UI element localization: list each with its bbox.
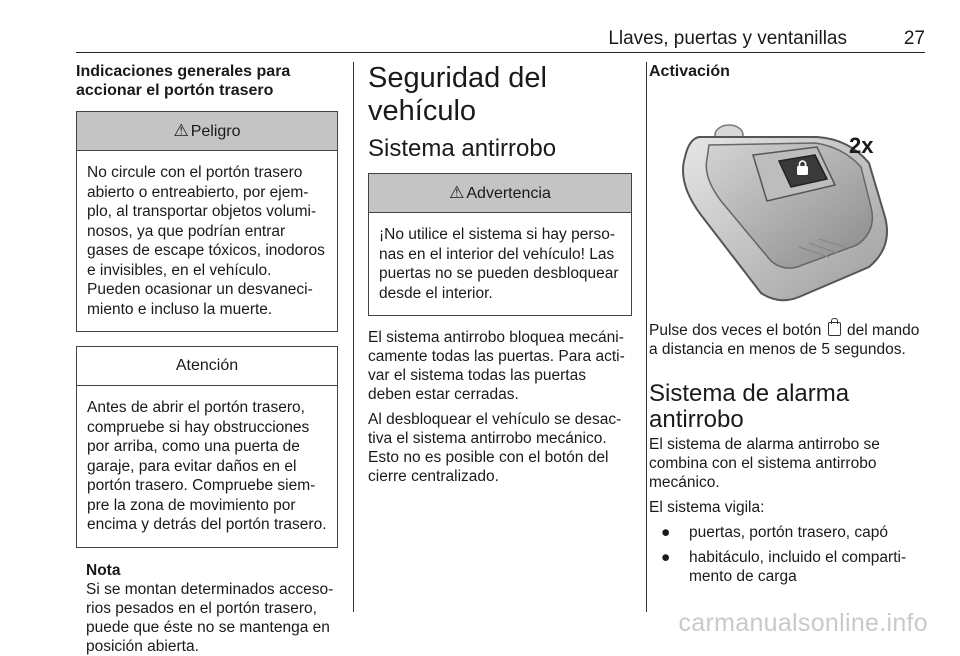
- paragraph-alarm-2: El sistema vigila:: [649, 499, 765, 516]
- heading-antitheft: Sistema antirrobo: [368, 135, 557, 162]
- lock-icon: [828, 322, 841, 336]
- list-item: [649, 523, 929, 542]
- warning-box-header: [369, 174, 631, 213]
- list-item: [649, 548, 929, 586]
- warning-triangle-icon: ⚠: [173, 121, 189, 140]
- instruction-text-start: Pulse dos veces el botón: [649, 322, 822, 339]
- subheading-activation: Activación: [649, 63, 730, 80]
- danger-box-body: No circule con el portón trasero abierto o entreabierto, por ejemplo, al transportar objetos voluminosos, ya que podrían entrar gases de escape tóxicos, inodoros e invisibles, en el vehículo. Pueden ocasionar un desvanecimiento e incluso la muerte.: [87, 164, 325, 318]
- warning-box: [368, 173, 632, 316]
- column-divider: [353, 62, 354, 612]
- caution-box-header: [77, 347, 337, 386]
- subheading-tailgate: Indicaciones generales para accionar el portón trasero: [76, 63, 291, 99]
- note-label: Nota: [86, 561, 121, 579]
- list-item-text: puertas, portón trasero, capó: [689, 524, 889, 541]
- press-twice-label: 2x: [849, 133, 874, 158]
- note-text: Si se montan determinados accesorios pesados en el portón trasero, puede que éste no se mantenga en posición abierta.: [86, 580, 334, 655]
- activation-instruction: [649, 321, 929, 359]
- paragraph-antitheft-2: Al desbloquear el vehículo se desactiva el sistema antirrobo mecánico. Esto no es posible con el botón del cierre centralizado.: [368, 411, 622, 485]
- key-fob-illustration: [649, 97, 927, 313]
- column-divider: [646, 62, 647, 612]
- section-title: Llaves, puertas y ventanillas: [608, 28, 847, 49]
- danger-box-title: Peligro: [190, 123, 241, 140]
- watermark: carmanualsonline.info: [678, 609, 928, 637]
- column-right: [649, 62, 929, 586]
- warning-box-body: ¡No utilice el sistema si hay personas en el interior del vehículo! Las puertas no se pueden desbloquear desde el interior.: [379, 226, 619, 302]
- paragraph-alarm-1: El sistema de alarma antirrobo se combina con el sistema antirrobo mecánico.: [649, 436, 880, 491]
- heading-alarm-system: Sistema de alarma antirrobo: [649, 380, 850, 433]
- caution-box: [76, 346, 338, 548]
- page-header: [76, 26, 925, 53]
- note-block: [76, 561, 338, 656]
- key-fob-icon: [649, 97, 927, 313]
- page-number: 27: [903, 28, 925, 49]
- warning-triangle-icon: ⚠: [449, 183, 465, 202]
- bullet-dot-icon: ●: [661, 524, 671, 541]
- list-item-text: habitáculo, incluido el compartimento de carga: [689, 549, 907, 585]
- caution-box-body: Antes de abrir el portón trasero, compruebe si hay obstrucciones por arriba, como una puerta de garaje, para evitar daños en el portón trasero. Compruebe siempre la zona de movimiento por encima y detrás del portón trasero.: [87, 399, 327, 533]
- warning-box-title: Advertencia: [466, 185, 551, 202]
- caution-box-title: Atención: [175, 357, 239, 374]
- bullet-dot-icon: ●: [661, 549, 671, 566]
- column-left: [76, 62, 338, 656]
- danger-box-header: [77, 112, 337, 151]
- danger-box: [76, 111, 338, 332]
- column-middle: [368, 62, 632, 486]
- instruction-text-end: del mando a distancia en menos de 5 segundos.: [649, 322, 920, 358]
- paragraph-antitheft-1: El sistema antirrobo bloquea mecánicamente todas las puertas. Para activar el sistema todas las puertas deben estar cerradas.: [368, 329, 625, 403]
- heading-vehicle-security: Seguridad del vehículo: [368, 62, 547, 127]
